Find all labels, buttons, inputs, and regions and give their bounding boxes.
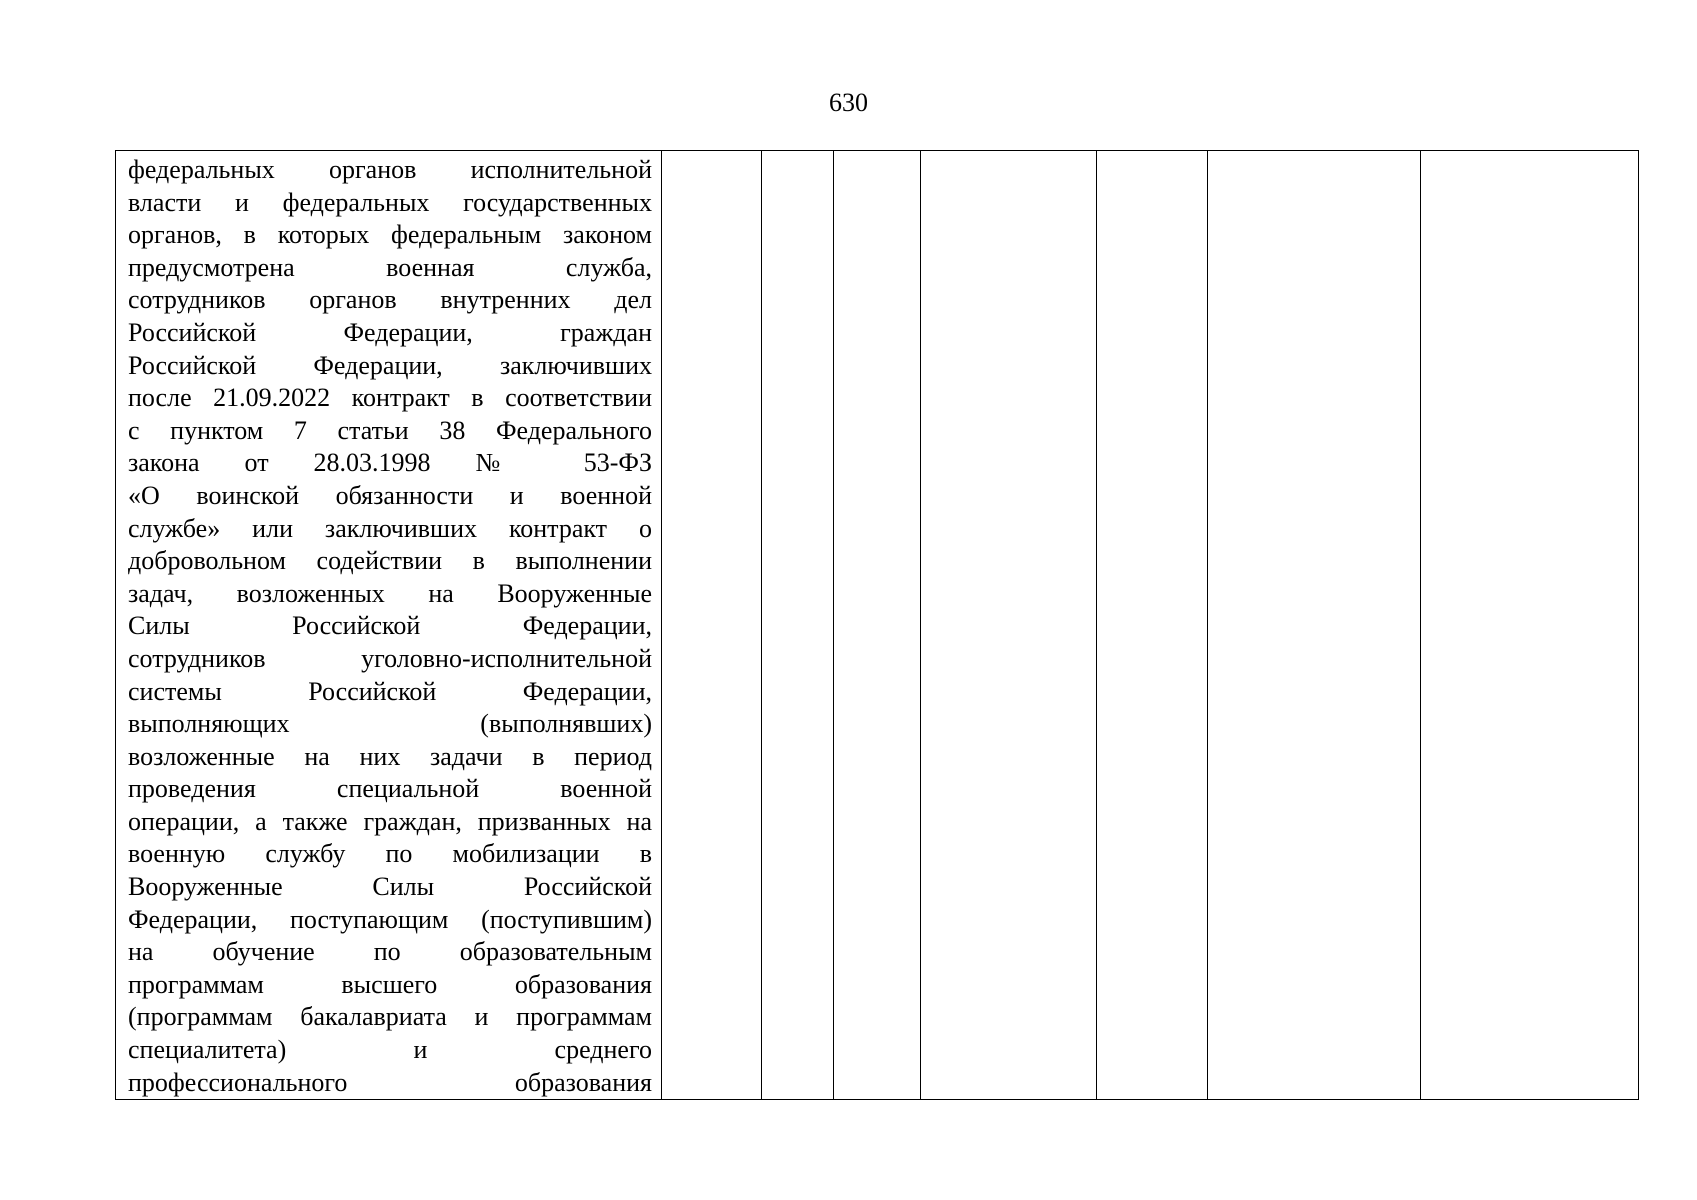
text-line: возложенные на них задачи в период [128, 741, 652, 771]
text-line: программам высшего образования [128, 969, 652, 999]
empty-cell [662, 151, 762, 1100]
text-line: Силы Российской Федерации, [128, 611, 652, 641]
text-line: добровольном содействии в выполнении [128, 546, 652, 576]
document-table [115, 150, 1639, 1100]
text-line: «О воинской обязанности и военной [128, 480, 652, 510]
text-line: после 21.09.2022 контракт в соответствии [128, 383, 652, 413]
text-line: Вооруженные Силы Российской [128, 872, 652, 902]
text-line: системы Российской Федерации, [128, 676, 652, 706]
empty-cell [1097, 151, 1208, 1100]
page-number: 630 [829, 88, 868, 117]
text-line: Федерации, поступающим (поступившим) [128, 904, 652, 934]
text-line: Российской Федерации, заключивших [128, 350, 652, 380]
table-row [116, 151, 1639, 1100]
text-line: сотрудников уголовно-исполнительной [128, 643, 652, 673]
text-line: (программам бакалавриата и программам [128, 1002, 652, 1032]
text-line: задач, возложенных на Вооруженные [128, 578, 652, 608]
text-line: органов, в которых федеральным законом [128, 220, 652, 250]
empty-cell [921, 151, 1097, 1100]
text-line: Российской Федерации, граждан [128, 317, 652, 347]
text-line: профессионального образования [128, 1067, 652, 1097]
empty-cell [762, 151, 834, 1100]
text-line: проведения специальной военной [128, 774, 652, 804]
text-line: на обучение по образовательным [128, 937, 652, 967]
text-line: военную службу по мобилизации в [128, 839, 652, 869]
text-line: сотрудников органов внутренних дел [128, 285, 652, 315]
text-line: операции, а также граждан, призванных на [128, 806, 652, 836]
text-line: выполняющих (выполнявших) [128, 709, 652, 739]
text-line: федеральных органов исполнительной [128, 155, 652, 184]
text-line: с пунктом 7 статьи 38 Федерального [128, 415, 652, 445]
text-line: предусмотрена военная служба, [128, 252, 652, 282]
text-line: власти и федеральных государственных [128, 187, 652, 217]
text-line: закона от 28.03.1998 № 53-ФЗ [128, 448, 652, 478]
empty-cell [1421, 151, 1639, 1100]
empty-cell [1208, 151, 1421, 1100]
text-line: службе» или заключивших контракт о [128, 513, 652, 543]
description-cell [116, 151, 662, 1100]
text-line: специалитета) и среднего [128, 1035, 652, 1065]
empty-cell [834, 151, 921, 1100]
